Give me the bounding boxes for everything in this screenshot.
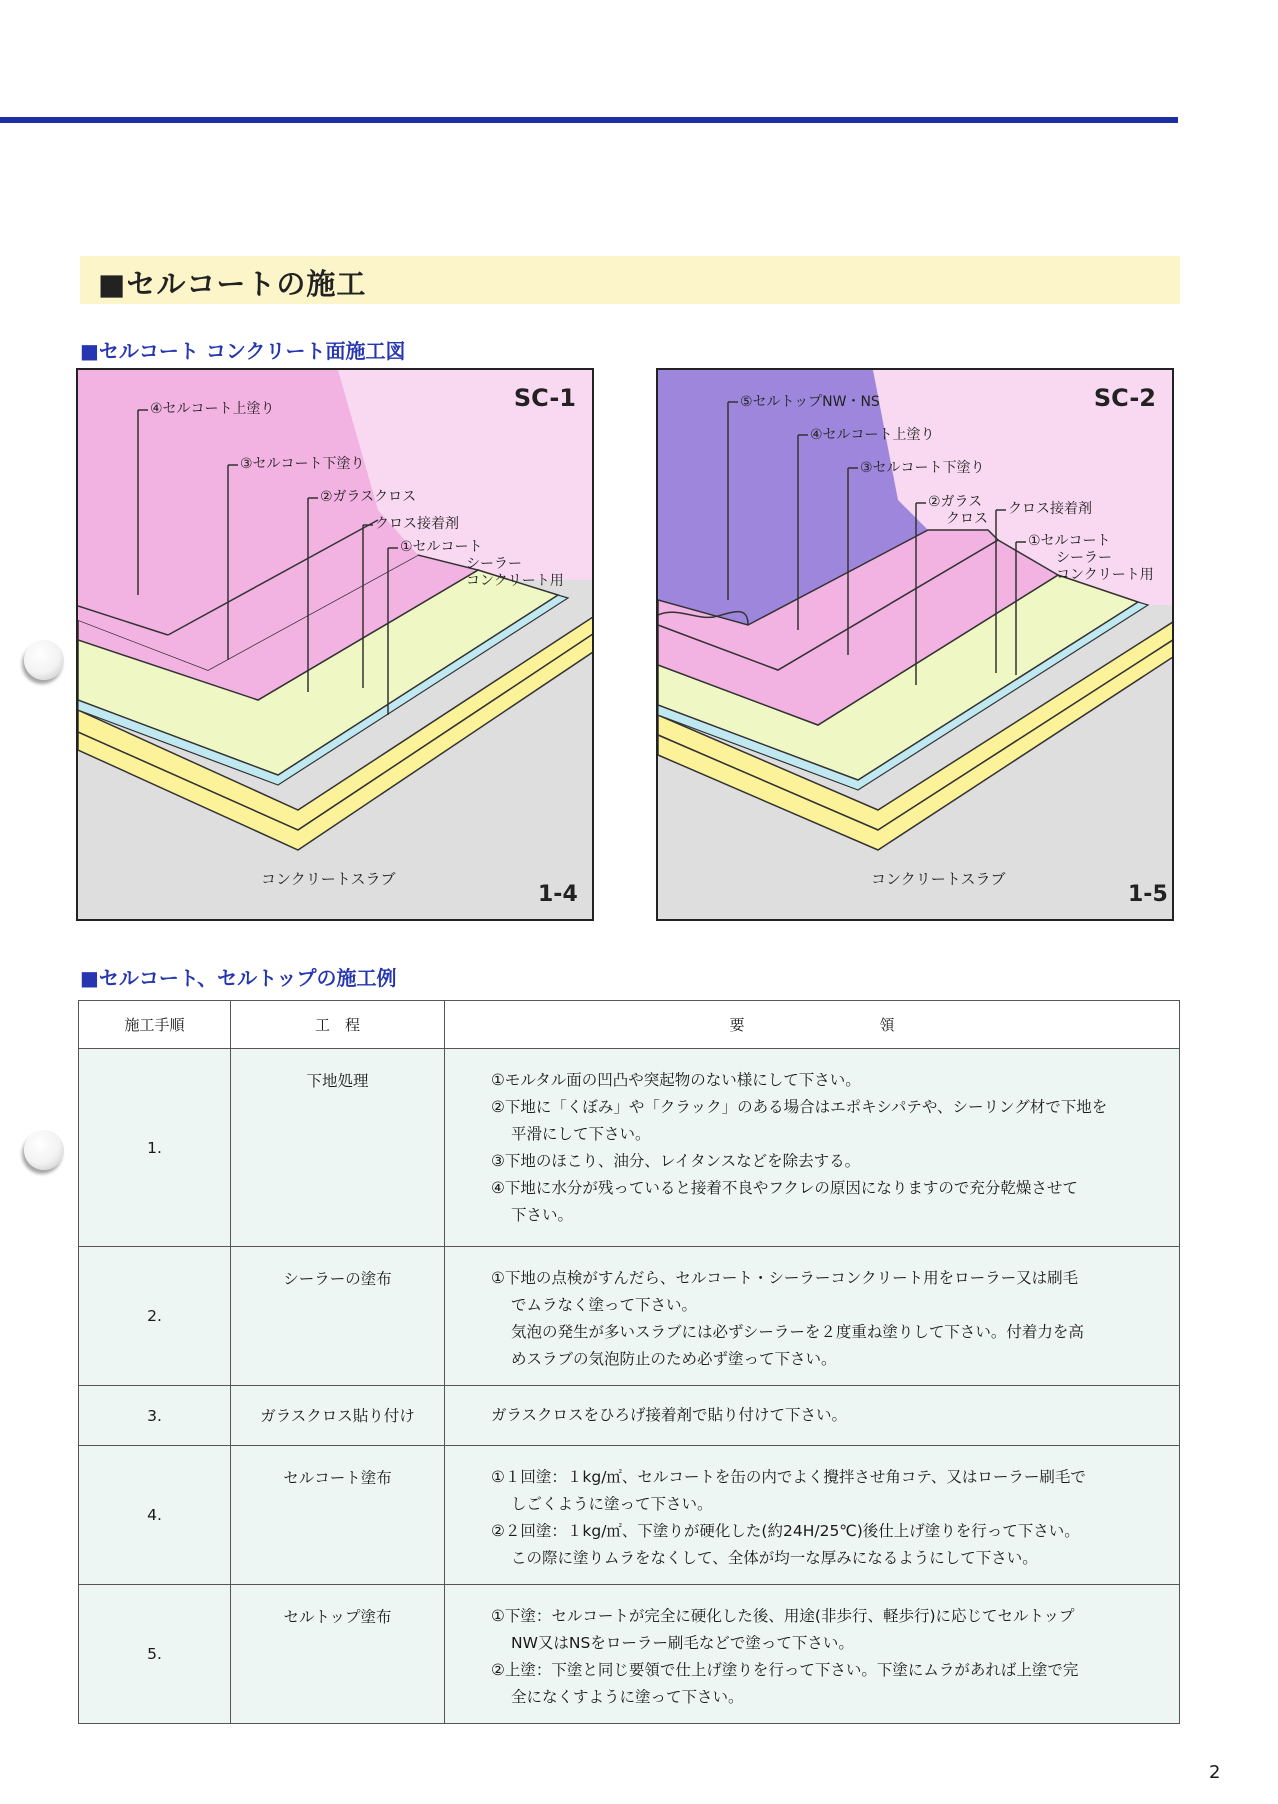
step-process: セルトップ塗布	[231, 1585, 445, 1724]
step-description	[445, 1446, 1180, 1585]
diagram-code: SC-2	[1093, 384, 1156, 412]
desc-line: ③下地のほこり、油分、レイタンスなどを除去する。	[491, 1152, 861, 1170]
col-header-process: 工 程	[231, 1001, 445, 1049]
label-sealer-2: シーラー	[1056, 550, 1112, 566]
page-number: 2	[1209, 1762, 1221, 1783]
label-topcoat: ④セルコート上塗り	[810, 427, 935, 443]
section-title: ■セルコートの施工	[98, 267, 367, 301]
step-process: ガラスクロス貼り付け	[231, 1386, 445, 1446]
figure-number: 1-5	[1128, 882, 1168, 907]
step-number: 1.	[79, 1049, 231, 1247]
step-description	[445, 1247, 1180, 1386]
label-topcoat: ④セルコート上塗り	[150, 401, 275, 417]
label-sealer-2: シーラー	[466, 556, 522, 572]
desc-line: ②２回塗：１kg/㎡、下塗りが硬化した(約24H/25℃)後仕上げ塗りを行って下さい。	[491, 1522, 1080, 1540]
desc-line: でムラなく塗って下さい。	[511, 1296, 698, 1314]
label-glass-cloth: ②ガラスクロス	[320, 489, 417, 505]
desc-line: ①モルタル面の凹凸や突起物のない様にして下さい。	[491, 1071, 861, 1089]
label-cloth-adhesive: クロス接着剤	[375, 516, 459, 532]
table-row	[79, 1247, 1180, 1386]
label-cloth-adhesive: クロス接着剤	[1008, 501, 1092, 517]
table-header-row	[79, 1001, 1180, 1049]
step-number: 3.	[79, 1386, 231, 1446]
concrete-slab-label: コンクリートスラブ	[261, 870, 396, 888]
header-rule	[0, 117, 1178, 123]
desc-line: 気泡の発生が多いスラブには必ずシーラーを２度重ね塗りして下さい。付着力を高	[511, 1323, 1084, 1341]
construction-steps-table	[78, 1000, 1180, 1724]
diagram-sc1	[76, 368, 594, 921]
step-number: 5.	[79, 1585, 231, 1724]
desc-line: 平滑にして下さい。	[511, 1125, 651, 1143]
label-undercoat: ③セルコート下塗り	[860, 460, 985, 476]
layer-cross-section-sc1	[78, 370, 594, 921]
step-description	[445, 1386, 1180, 1446]
desc-line: ①１回塗：１kg/㎡、セルコートを缶の内でよく攪拌させ角コテ、又はローラー刷毛で	[491, 1468, 1086, 1486]
desc-line: ①下塗：セルコートが完全に硬化した後、用途(非歩行、軽歩行)に応じてセルトップ	[491, 1607, 1075, 1625]
desc-line: めスラブの気泡防止のため必ず塗って下さい。	[511, 1350, 837, 1368]
concrete-slab-label: コンクリートスラブ	[871, 870, 1006, 888]
step-description	[445, 1585, 1180, 1724]
step-process: シーラーの塗布	[231, 1247, 445, 1386]
col-header-points: 要 領	[445, 1001, 1180, 1049]
label-sealer-3: コンクリート用	[466, 573, 564, 589]
label-sealer: ①セルコート	[400, 539, 483, 555]
label-glass: ②ガラス	[928, 494, 983, 510]
layer-cross-section-sc2	[658, 370, 1174, 921]
label-sealer-3: コンクリート用	[1056, 567, 1154, 583]
label-celtop: ⑤セルトップNW・NS	[740, 394, 880, 410]
step-description	[445, 1049, 1180, 1247]
table-row	[79, 1446, 1180, 1585]
col-header-step: 施工手順	[79, 1001, 231, 1049]
desc-line: 全になくすように塗って下さい。	[511, 1688, 744, 1706]
desc-line: ②上塗：下塗と同じ要領で仕上げ塗りを行って下さい。下塗にムラがあれば上塗で完	[491, 1661, 1079, 1679]
table-row	[79, 1585, 1180, 1724]
desc-line: ②下地に「くぼみ」や「クラック」のある場合はエポキシパテや、シーリング材で下地を	[491, 1098, 1108, 1116]
desc-line: 下さい。	[511, 1206, 574, 1224]
desc-line: しごくように塗って下さい。	[511, 1495, 713, 1513]
step-number: 2.	[79, 1247, 231, 1386]
desc-line: ④下地に水分が残っていると接着不良やフクレの原因になりますので充分乾燥させて	[491, 1179, 1078, 1197]
desc-line: ガラスクロスをひろげ接着剤で貼り付けて下さい。	[491, 1406, 848, 1424]
binder-hole-top	[24, 640, 64, 680]
diagram-code: SC-1	[513, 384, 576, 412]
step-process: セルコート塗布	[231, 1446, 445, 1585]
figure-number: 1-4	[538, 882, 578, 907]
desc-line: ①下地の点検がすんだら、セルコート・シーラーコンクリート用をローラー又は刷毛	[491, 1269, 1079, 1287]
label-undercoat: ③セルコート下塗り	[240, 456, 365, 472]
table-row	[79, 1386, 1180, 1446]
figure-heading: ■セルコート コンクリート面施工図	[80, 339, 406, 363]
table-row	[79, 1049, 1180, 1247]
label-cloth: クロス	[946, 511, 988, 527]
desc-line: この際に塗りムラをなくして、全体が均一な厚みになるようにして下さい。	[511, 1549, 1038, 1567]
desc-line: NW又はNSをローラー刷毛などで塗って下さい。	[511, 1634, 854, 1652]
diagram-sc2	[656, 368, 1174, 921]
table-heading: ■セルコート、セルトップの施工例	[80, 966, 397, 990]
binder-hole-bottom	[24, 1130, 64, 1170]
label-sealer: ①セルコート	[1028, 533, 1111, 549]
step-process: 下地処理	[231, 1049, 445, 1247]
step-number: 4.	[79, 1446, 231, 1585]
